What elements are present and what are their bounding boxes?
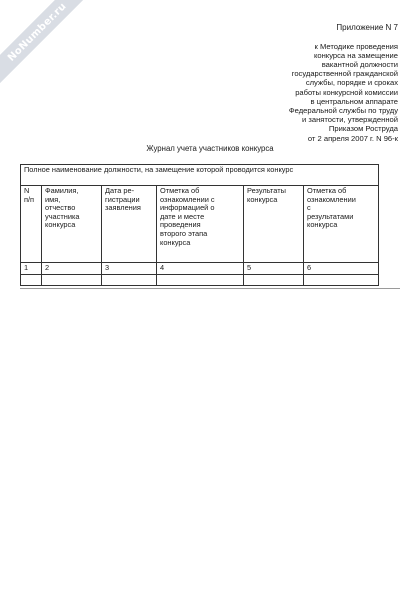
col-header-name: Фамилия, имя, отчество участника конкурса: [42, 186, 102, 263]
col-header-number: N п/п: [21, 186, 42, 263]
appendix-text: к Методике проведения конкурса на замещение вакантной должности государственной гражданской службы, порядке и сроках работы конкурсной комиссии в центральном аппарате Федеральной службы по труду и занятости, утвержденной Приказом Роструда от 2 апреля 2007 г. N 96-к: [288, 41, 398, 143]
col-number-cell: 6: [304, 263, 379, 275]
journal-title: Журнал учета участников конкурса: [146, 144, 274, 153]
empty-row: [21, 274, 379, 285]
empty-cell: [157, 274, 244, 285]
empty-cell: [42, 274, 102, 285]
watermark-ribbon: [0, 0, 97, 92]
col-header-results: Результаты конкурса: [244, 186, 304, 263]
empty-cell: [21, 274, 42, 285]
col-number-cell: 3: [102, 263, 157, 275]
col-header-results-notice: Отметка об ознакомлении с результатами конкурса: [304, 186, 379, 263]
col-number-cell: 2: [42, 263, 102, 275]
col-number-cell: 5: [244, 263, 304, 275]
position-row: [21, 165, 379, 186]
col-header-date: Дата ре- гистрации заявления: [102, 186, 157, 263]
appendix-number: Приложение N 7: [336, 23, 398, 33]
column-number-row: [21, 263, 379, 275]
col-number-cell: 4: [157, 263, 244, 275]
column-header-row: [21, 186, 379, 263]
empty-cell: [244, 274, 304, 285]
empty-cell: [304, 274, 379, 285]
appendix-note: [223, 14, 398, 143]
registration-table: [20, 164, 379, 286]
col-header-stage2-notice: Отметка об ознакомлении с информацией о дате и месте проведения второго этапа конкурса: [157, 186, 244, 263]
position-header-cell: Полное наименование должности, на замещение которой проводится конкурс: [21, 165, 379, 186]
watermark-text: NoNumber.ru: [5, 0, 69, 64]
col-number-cell: 1: [21, 263, 42, 275]
page-separator: [20, 288, 400, 289]
empty-cell: [102, 274, 157, 285]
